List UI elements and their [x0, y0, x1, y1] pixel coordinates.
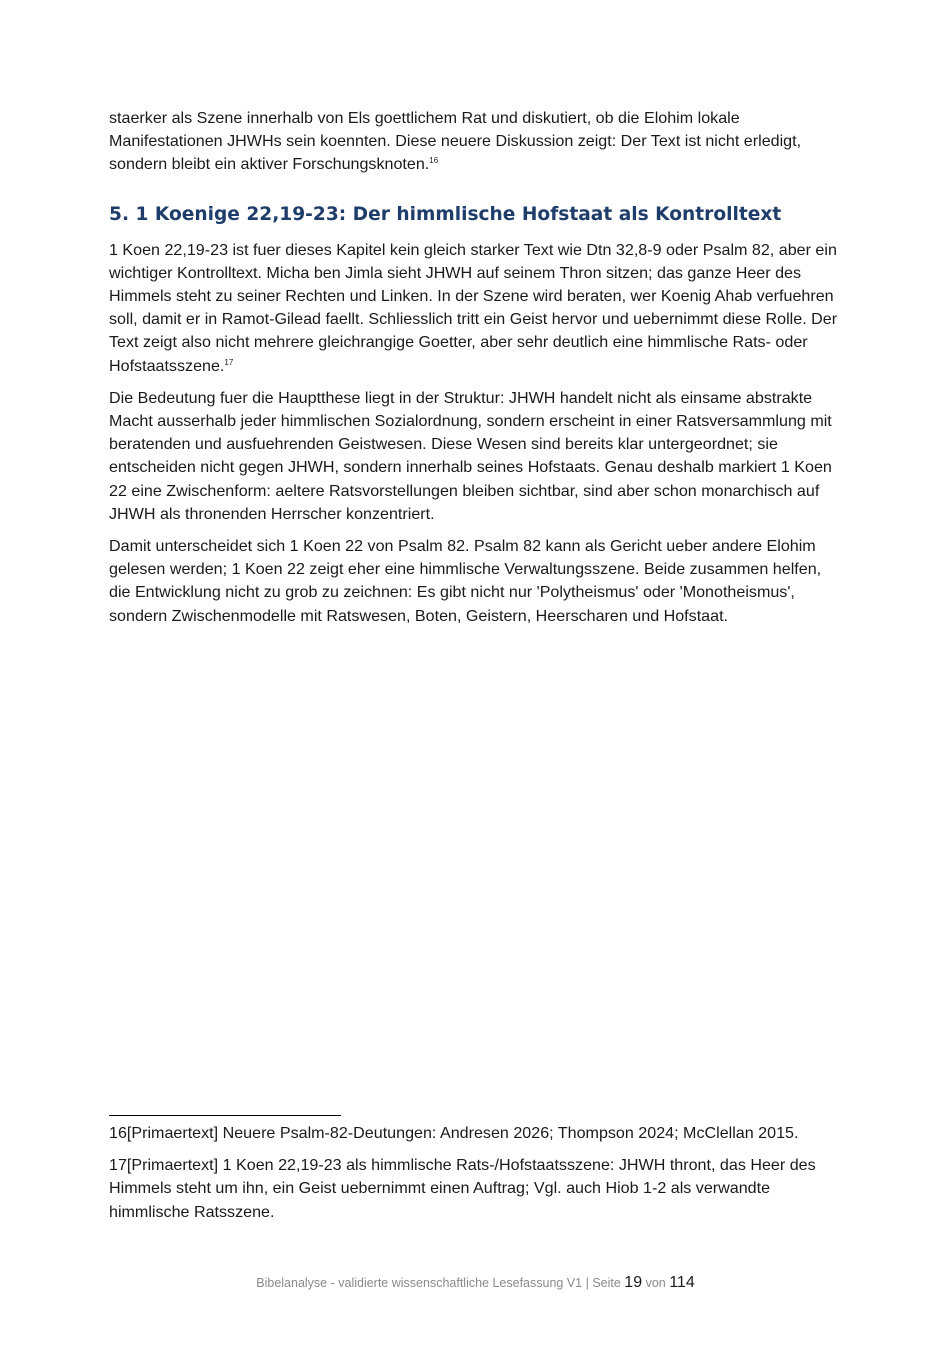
page-body [109, 107, 844, 637]
footnote-16: 16[Primaertext] Neuere Psalm-82-Deutungen: Andresen 2026; Thompson 2024; McClellan 2015. [109, 1124, 799, 1142]
intro-paragraph-text: staerker als Szene innerhalb von Els goettlichem Rat und diskutiert, ob die Elohim lokale Manifestationen JHWHs sein koennten. Diese neuere Diskussion zeigt: Der Text ist nicht erledigt, sondern bleibt ein aktiver Forschungsknoten. [109, 109, 802, 174]
footnotes [109, 1122, 844, 1233]
footer-of-label: von [645, 1276, 666, 1290]
total-pages: 114 [669, 1274, 695, 1291]
section-paragraph-1-text: 1 Koen 22,19-23 ist fuer dieses Kapitel kein gleich starker Text wie Dtn 32,8-9 oder Psalm 82, aber ein wichtiger Kontrolltext. Micha ben Jimla sieht JHWH auf seinem Thron sitzen; das ganze Heer des Himmels steht zu seiner Rechten und Linken. In der Szene wird beraten, wer Koenig Ahab verfuehren soll, damit er in Ramot-Gilead faellt. Schliesslich tritt ein Geist hervor und uebernimmt diese Rolle. Der Text zeigt also nicht mehrere gleichrangige Goetter, aber sehr deutlich eine himmlische Rats- oder Hofstaatsszene. [109, 240, 838, 375]
footnote-ref-16[interactable]: 16 [429, 156, 439, 166]
footnote-ref-17[interactable]: 17 [224, 357, 234, 367]
page-footer [0, 1272, 951, 1294]
page-number: 19 [624, 1274, 643, 1291]
footnote-17: 17[Primaertext] 1 Koen 22,19-23 als himmlische Rats-/Hofstaatsszene: JHWH thront, das Heer des Himmels steht um ihn, ein Geist uebernimmt einen Auftrag; Vgl. auch Hiob 1-2 als verwandte himmlische Ratsszene. [109, 1156, 816, 1221]
section-paragraph-2: Die Bedeutung fuer die Hauptthese liegt in der Struktur: JHWH handelt nicht als einsame abstrakte Macht ausserhalb jeder himmlischen Sozialordnung, sondern erscheint in einer Ratsversammlung mit beratenden und ausfuehrenden Geistwesen. Diese Wesen sind bereits klar untergeordnet; sie entscheiden nicht gegen JHWH, sondern innerhalb seines Hofstaats. Genau deshalb markiert 1 Koen 22 eine Zwischenform: aeltere Ratsvorstellungen bleiben sichtbar, sind aber schon monarchisch auf JHWH als thronenden Herrscher konzentriert. [109, 388, 832, 523]
intro-paragraph [109, 107, 844, 177]
section-heading: 5. 1 Koenige 22,19-23: Der himmlische Hofstaat als Kontrolltext [109, 203, 782, 225]
section-paragraph-1 [109, 239, 844, 378]
section-paragraph-3: Damit unterscheidet sich 1 Koen 22 von Psalm 82. Psalm 82 kann als Gericht ueber andere Elohim gelesen werden; 1 Koen 22 zeigt eher eine himmlische Verwaltungsszene. Beide zusammen helfen, die Entwicklung nicht zu grob zu zeichnen: Es gibt nicht nur 'Polytheismus' oder 'Monotheismus', sondern Zwischenmodelle mit Ratswesen, Boten, Geistern, Heerscharen und Hofstaat. [109, 537, 822, 625]
footnote-separator [109, 1115, 341, 1116]
footer-text: Bibelanalyse - validierte wissenschaftliche Lesefassung V1 | Seite [256, 1276, 621, 1290]
